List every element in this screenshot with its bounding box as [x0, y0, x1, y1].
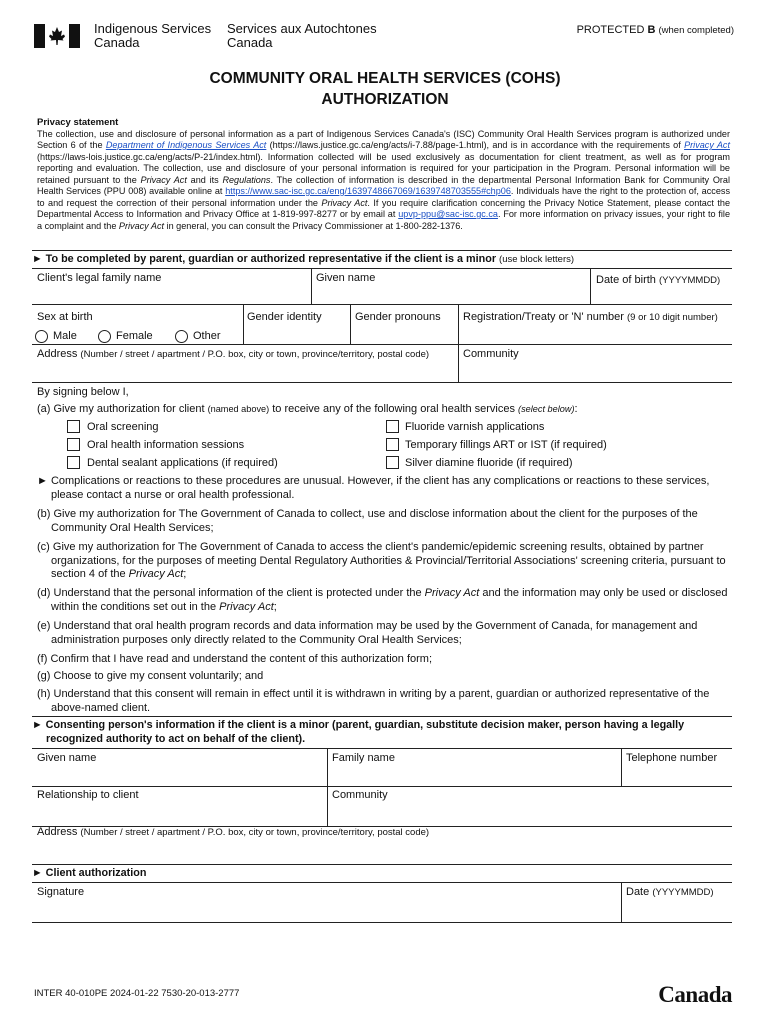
dental-sealant-checkbox[interactable]	[67, 456, 80, 469]
client-address-field[interactable]: Address (Number / street / apartment / P.O. box, city or town, province/territory, postal code)	[37, 348, 430, 360]
silver-diamine-label: Silver diamine fluoride (if required)	[405, 457, 573, 469]
page-header	[34, 20, 734, 54]
department-name-english: Indigenous Services Canada	[94, 21, 212, 50]
complications-notice: ► Complications or reactions to these procedures are unusual. However, if the client has any complications or reactions to these services, please contact a nurse or oral health professional.	[37, 475, 710, 501]
gender-identity-field[interactable]: Gender identity	[247, 311, 322, 323]
silver-diamine-checkbox[interactable]	[386, 456, 399, 469]
consent-h: (h) Understand that this consent will remain in effect until it is withdrawn in writing by a parent, guardian or authorized representative of the above-named client.	[37, 688, 710, 714]
sex-other-radio[interactable]	[175, 330, 188, 343]
temporary-fillings-label: Temporary fillings ART or IST (if required)	[405, 439, 607, 451]
consent-c: (c) Give my authorization for The Government of Canada to access the client's pandemic/epidemic screening results, obtained by partner organizations, for the purposes of meeting Dental Regulatory Authorities & Provincial/Territorial Associations' screening criteria, pursuant to section 4 of the Privacy Act;	[37, 541, 726, 580]
fluoride-varnish-label: Fluoride varnish applications	[405, 421, 545, 433]
consent-f: (f) Confirm that I have read and understand the content of this authorization form;	[37, 653, 432, 665]
consent-e: (e) Understand that oral health program records and data information may be used by the Government of Canada, for management and administration purposes only directly related to the Community Oral Health Services;	[37, 620, 698, 646]
info-sessions-label: Oral health information sessions	[87, 439, 245, 451]
department-name-french: Services aux Autochtones Canada	[227, 21, 377, 50]
consenting-community-field[interactable]: Community	[332, 789, 388, 801]
consent-a: (a) Give my authorization for client (named above) to receive any of the following oral health services (select below):	[37, 403, 578, 415]
client-family-name-field[interactable]: Client's legal family name	[37, 272, 162, 284]
dept-act-link[interactable]: Department of Indigenous Services Act	[105, 140, 267, 150]
privacy-heading: Privacy statement	[37, 117, 119, 128]
form-identifier: INTER 40-010PE 2024-01-22 7530-20-013-2777	[34, 988, 240, 999]
relationship-field[interactable]: Relationship to client	[37, 789, 139, 801]
sex-other-label: Other	[193, 330, 221, 342]
sex-female-radio[interactable]	[98, 330, 111, 343]
consenting-address-field[interactable]: Address (Number / street / apartment / P.O. box, city or town, province/territory, postal code)	[37, 826, 430, 838]
canada-wordmark: Canada	[658, 982, 732, 1007]
consenting-person-heading: ► Consenting person's information if the client is a minor (parent, guardian, substitute decision maker, person having a legally recognized authority to act on behalf of the client).	[32, 719, 685, 745]
form-title: COMMUNITY ORAL HEALTH SERVICES (COHS) AUTHORIZATION	[209, 70, 561, 108]
sex-female-label: Female	[116, 330, 153, 342]
temporary-fillings-checkbox[interactable]	[386, 438, 399, 451]
client-given-name-field[interactable]: Given name	[316, 272, 376, 284]
client-authorization-heading: ► Client authorization	[32, 867, 147, 879]
signature-field[interactable]: Signature	[37, 886, 85, 898]
client-section-heading: ► To be completed by parent, guardian or authorized representative if the client is a minor (use block letters)	[32, 253, 575, 265]
oral-screening-label: Oral screening	[87, 421, 159, 433]
info-sessions-checkbox[interactable]	[67, 438, 80, 451]
fluoride-varnish-checkbox[interactable]	[386, 420, 399, 433]
consent-d: (d) Understand that the personal information of the client is protected under the Privacy Act and the information may only be used or disclosed within the conditions set out in the Privacy Act;	[37, 587, 728, 613]
pib-link[interactable]: https://www.sac-isc.gc.ca/eng/1639748667069/1639748703555#chp06	[225, 186, 511, 196]
dental-sealant-label: Dental sealant applications (if required)	[87, 457, 278, 469]
sex-at-birth-label: Sex at birth	[37, 311, 93, 323]
privacy-email-link[interactable]: upvp-ppu@sac-isc.gc.ca	[398, 209, 498, 219]
telephone-number-field[interactable]: Telephone number	[626, 752, 718, 764]
privacy-statement	[37, 117, 730, 232]
sex-male-radio[interactable]	[35, 330, 48, 343]
consenting-given-name-field[interactable]: Given name	[37, 752, 97, 764]
security-classification: PROTECTED B (when completed)	[576, 24, 734, 36]
consent-b: (b) Give my authorization for The Government of Canada to collect, use and disclose information about the client for the purposes of the Community Oral Health Services;	[37, 508, 698, 534]
client-dob-field[interactable]: Date of birth (YYYYMMDD)	[596, 274, 721, 286]
oral-screening-checkbox[interactable]	[67, 420, 80, 433]
signature-date-field[interactable]: Date (YYYYMMDD)	[626, 886, 714, 898]
client-community-field[interactable]: Community	[463, 348, 519, 360]
canada-flag-icon	[34, 24, 80, 48]
gender-pronouns-field[interactable]: Gender pronouns	[355, 311, 441, 323]
consent-g: (g) Choose to give my consent voluntarily; and	[37, 670, 264, 682]
privacy-body: The collection, use and disclosure of personal information as a part of Indigenous Services Canada's (ISC) Community Oral Health Services program is authorized under Section 6 of the Department of Indigenous Services Act (https://laws.justice.gc.ca/eng/acts/i-7.88/page-1.html), and is in accordance with the requirements of Privacy Act (https://laws-lois.justice.gc.ca/eng/acts/P-21/index.html). Information collected will be used exclusively as documentation for client treatment, as well as for program reporting and evaluation. The collection, use and disclosure of your personal information is required for your participation in the Program. Personal information will be retained pursuant to the Privacy Act and its Regulations. The collection of information is described in the departmental Personal Information Bank for Community Oral Health Services (PPU 008) available online at https://www.sac-isc.gc.ca/eng/1639748667069/1639748703555#chp06. Individuals have the right to the protection of, access to and request the correction of their personal information under the Privacy Act. If you require clarification concerning the Privacy Notice Statement, please contact the Departmental Access to Information and Privacy Office at 1-819-997-8277 or by email at upvp-ppu@sac-isc.gc.ca. For more information on privacy issues, your right to file a complaint and the Privacy Act in general, you can consult the Privacy Commissioner at 1-800-282-1376.	[37, 128, 731, 231]
sex-male-label: Male	[53, 330, 77, 342]
consent-intro: By signing below I,	[37, 386, 129, 398]
consenting-family-name-field[interactable]: Family name	[332, 752, 395, 764]
privacy-act-link[interactable]: Privacy Act	[684, 140, 730, 150]
registration-number-field[interactable]: Registration/Treaty or 'N' number (9 or 10 digit number)	[463, 311, 718, 323]
